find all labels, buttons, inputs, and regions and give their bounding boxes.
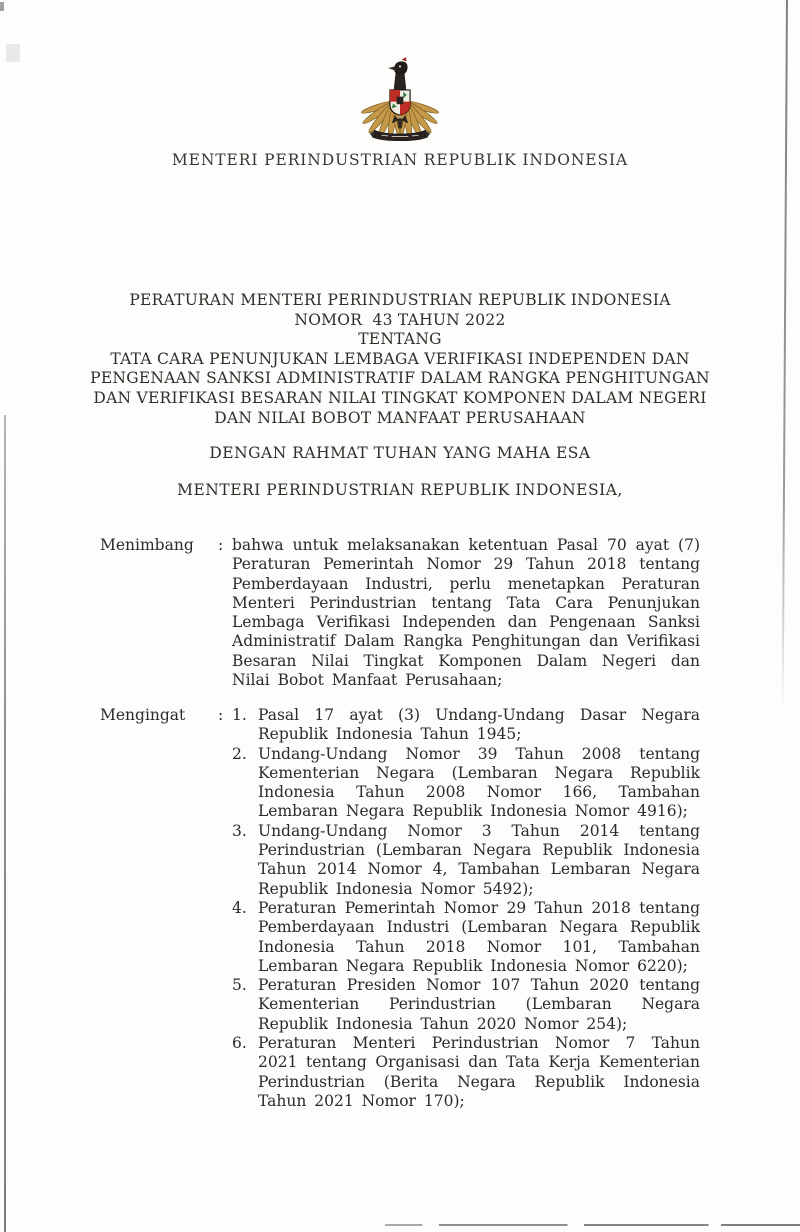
scan-smudge — [6, 44, 20, 62]
regulation-title-block — [60, 291, 740, 428]
legal-basis-text: Undang-Undang Nomor 39 Tahun 2008 tentang Kementerian Negara (Lembaran Negara Republik Indonesia Tahun 2008 Nomor 166, Tambahan Lembaran Negara Republik Indonesia Nomor 4916); — [258, 744, 700, 821]
scan-edge-line-bottom — [385, 1224, 800, 1226]
legal-basis-number: 3. — [232, 821, 247, 840]
legal-basis-text: Peraturan Presiden Nomor 107 Tahun 2020 tentang Kementerian Perindustrian (Lembaran Negara Republik Indonesia Tahun 2020 Nomor 254); — [258, 976, 700, 1033]
regulation-subject-line: DAN VERIFIKASI BESARAN NILAI TINGKAT KOMPONEN DALAM NEGERI — [93, 388, 707, 407]
tentang-line: TENTANG — [358, 330, 442, 349]
legal-basis-text: Peraturan Pemerintah Nomor 29 Tahun 2018 tentang Pemberdayaan Industri (Lembaran Negara Republik Indonesia Tahun 2018 Nomor 101, Tambahan Lembaran Negara Republik Indonesia Nomor 6220); — [258, 898, 700, 975]
recalling-list — [232, 706, 700, 1111]
legal-basis-item — [232, 822, 700, 899]
recalling-colon: : — [218, 706, 224, 724]
legal-basis-number: 2. — [232, 744, 247, 763]
legal-basis-text: Pasal 17 ayat (3) Undang-Undang Dasar Negara Republik Indonesia Tahun 1945; — [258, 706, 700, 744]
legal-basis-number: 4. — [232, 898, 247, 917]
legal-basis-item — [232, 976, 700, 1034]
recalling-section — [100, 706, 700, 1111]
regulation-subject-line: PENGENAAN SANKSI ADMINISTRATIF DALAM RANGKA PENGHITUNGAN — [90, 369, 710, 388]
considering-colon: : — [218, 536, 224, 554]
regulation-subject-line: TATA CARA PENUNJUKAN LEMBAGA VERIFIKASI INDEPENDEN DAN — [110, 349, 690, 368]
considering-section — [100, 536, 700, 690]
recalling-label: Mengingat — [100, 706, 186, 724]
legal-basis-number: 5. — [232, 976, 247, 995]
legal-basis-text: Undang-Undang Nomor 3 Tahun 2014 tentang Perindustrian (Lembaran Negara Republik Indonesia Tahun 2014 Nomor 4, Tambahan Lembaran Negara Republik Indonesia Nomor 5492); — [258, 821, 700, 898]
scan-edge-line-right — [782, 0, 788, 712]
garuda-pancasila-emblem-icon — [358, 53, 442, 147]
regulation-number-line: NOMOR 43 TAHUN 2022 — [294, 310, 506, 329]
invocation-line: DENGAN RAHMAT TUHAN YANG MAHA ESA — [209, 444, 591, 462]
ministry-header: MENTERI PERINDUSTRIAN REPUBLIK INDONESIA — [171, 151, 629, 169]
scan-corner-speck — [0, 2, 4, 11]
legal-basis-item — [232, 706, 700, 745]
legal-basis-text: Peraturan Menteri Perindustrian Nomor 7 Tahun 2021 tentang Organisasi dan Tata Kerja Kementerian Perindustrian (Berita Negara Republik Indonesia Tahun 2021 Nomor 170); — [258, 1034, 700, 1110]
legal-basis-number: 6. — [232, 1034, 247, 1053]
legal-basis-item — [232, 745, 700, 822]
legal-basis-item — [232, 1034, 700, 1111]
regulation-title-line: PERATURAN MENTERI PERINDUSTRIAN REPUBLIK INDONESIA — [129, 291, 671, 309]
legal-basis-item — [232, 899, 700, 976]
scan-edge-line-left — [4, 415, 6, 1232]
considering-label: Menimbang — [100, 536, 194, 554]
legal-basis-number: 1. — [232, 706, 247, 724]
authority-line: MENTERI PERINDUSTRIAN REPUBLIK INDONESIA, — [177, 481, 623, 499]
considering-text: bahwa untuk melaksanakan ketentuan Pasal 70 ayat (7) Peraturan Pemerintah Nomor 29 Tahun 2018 tentang Pemberdayaan Industri, perlu menetapkan Peraturan Menteri Perindustrian tentang Tata Cara Penunjukan Lembaga Verifikasi Independen dan Pengenaan Sanksi Administratif Dalam Rangka Penghitungan dan Verifikasi Besaran Nilai Tingkat Komponen Dalam Negeri dan Nilai Bobot Manfaat Perusahaan; — [232, 536, 700, 690]
regulation-subject-line: DAN NILAI BOBOT MANFAAT PERUSAHAAN — [214, 408, 586, 427]
